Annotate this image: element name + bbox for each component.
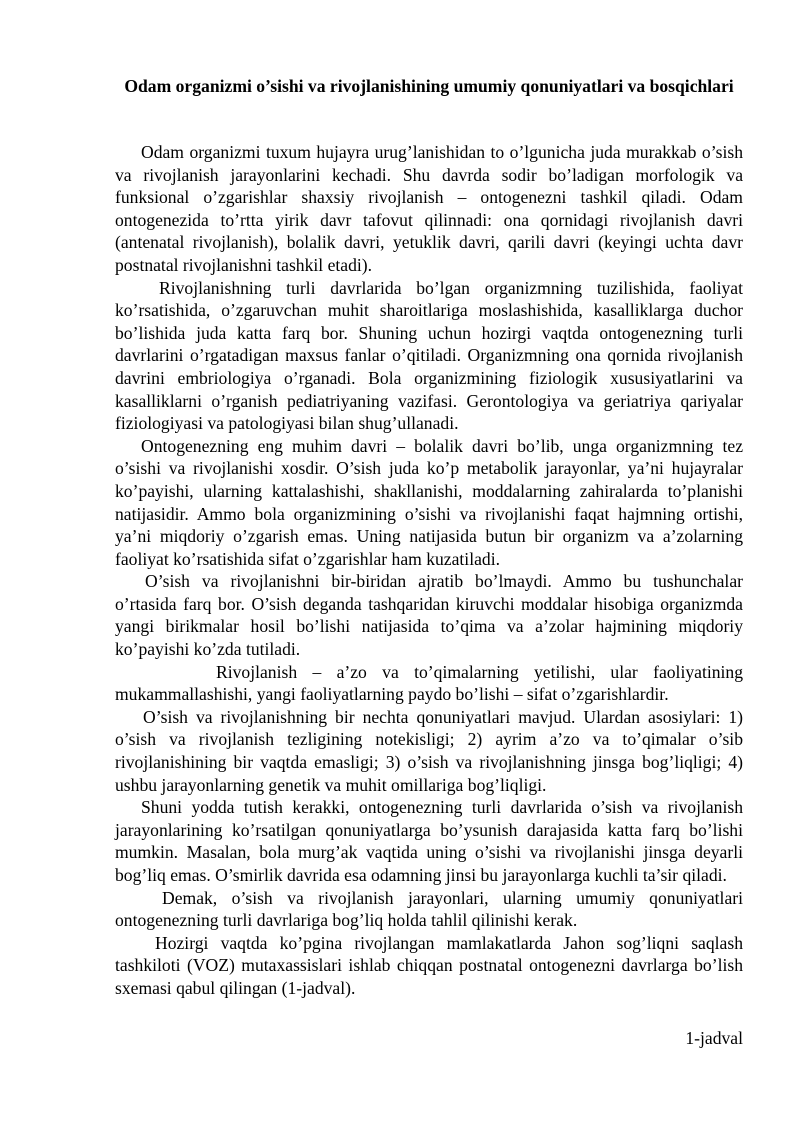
paragraph-4: O’sish va rivojlanishni bir-biridan ajratib bo’lmaydi. Ammo bu tushunchalar o’rtasida farq bor. O’sish deganda tashqaridan kiruvchi moddalar hisobiga organizmda yangi birikmalar hosil bo’lishi natijasida to’qima va a’zolar hajmining miqdoriy ko’payishi ko’zda tutiladi. bbox=[115, 571, 743, 660]
document-title: Odam organizmi o’sishi va rivojlanishining umumiy qonuniyatlari va bosqichlari bbox=[124, 76, 734, 96]
paragraph-6: O’sish va rivojlanishning bir nechta qonuniyatlari mavjud. Ulardan asosiylari: 1) o’sish va rivojlanish tezligining notekisligi; 2) ayrim a’zo va to’qimalar o’sib rivojlanishining bir vaqtda emasligi; 3) o’sish va rivojlanishning jinsga bog’liqligi; 4) ushbu jarayonlarning genetik va muhit omillariga bog’liqligi. bbox=[115, 706, 743, 795]
document-body bbox=[115, 141, 743, 1000]
paragraph-7: Shuni yodda tutish kerakki, ontogenezning turli davrlarida o’sish va rivojlanish jarayonlarining ko’rsatilgan qonuniyatlarga bo’ysunish darajasida katta farq bo’lishi mumkin. Masalan, bola murg’ak vaqtida uning o’sishi va rivojlanishi jinsga deyarli bog’liq emas. O’smirlik davrida esa odamning jinsi bu jarayonlarga kuchli ta’sir qiladi. bbox=[115, 797, 743, 885]
paragraph-5: Rivojlanish – a’zo va to’qimalarning yetilishi, ular faoliyatining mukammallashishi, yangi faoliyatlarning paydo bo’lishi – sifat o’zgarishlardir. bbox=[115, 661, 743, 705]
paragraph-9: Hozirgi vaqtda ko’pgina rivojlangan mamlakatlarda Jahon sog’liqni saqlash tashkiloti (VOZ) mutaxassislari ishlab chiqqan postnatal ontogenezni davrlarga bo’lish sxemasi qabul qilingan (1-jadval). bbox=[115, 932, 743, 998]
table-caption: 1-jadval bbox=[685, 1028, 743, 1048]
paragraph-3: Ontogenezning eng muhim davri – bolalik davri bo’lib, unga organizmning tez o’sishi va rivojlanishi xosdir. O’sish juda ko’p metabolik jarayonlar, ya’ni hujayralar ko’payishi, ularning kattalashishi, shakllanishi, moddalarning zahiralarda to’planishi natijasidir. Ammo bola organizmining o’sishi va rivojlanishi faqat hajmning ortishi, ya’ni miqdoriy o’zgarish emas. Uning natijasida butun bir organizm va a’zolarning faoliyat ko’rsatishida sifat o’zgarishlar ham kuzatiladi. bbox=[115, 435, 743, 569]
paragraph-1: Odam organizmi tuxum hujayra urug’lanishidan to o’lgunicha juda murakkab o’sish va rivojlanish jarayonlarini kechadi. Shu davrda sodir bo’ladigan morfologik va funksional o’zgarishlar shaxsiy rivojlanish – ontogenezni tashkil qiladi. Odam ontogenezida to’rtta yirik davr tafovut qilinnadi: ona qornidagi rivojlanish davri (antenatal rivojlanish), bolalik davri, yetuklik davri, qarili davri (keyingi uchta davr postnatal rivojlanishni tashkil etadi). bbox=[115, 142, 743, 275]
paragraph-2: Rivojlanishning turli davrlarida bo’lgan organizmning tuzilishida, faoliyat ko’rsatishida, o’zgaruvchan muhit sharoitlariga moslashishida, kasalliklarga duchor bo’lishida juda katta farq bor. Shuning uchun hozirgi vaqtda ontogenezning turli davrlarini o’rgatadigan maxsus fanlar o’qitiladi. Organizmning ona qornida rivojlanish davrini embriologiya o’rganadi. Bola organizmining fiziologik xususiyatlarini va kasalliklarni o’rganish pediatriyaning vazifasi. Gerontologiya va geriatriya qariyalar fiziologiyasi va patologiyasi bilan shug’ullanadi. bbox=[115, 277, 743, 434]
paragraph-8: Demak, o’sish va rivojlanish jarayonlari, ularning umumiy qonuniyatlari ontogenezning turli davrlariga bog’liq holda tahlil qilinishi kerak. bbox=[115, 887, 743, 931]
